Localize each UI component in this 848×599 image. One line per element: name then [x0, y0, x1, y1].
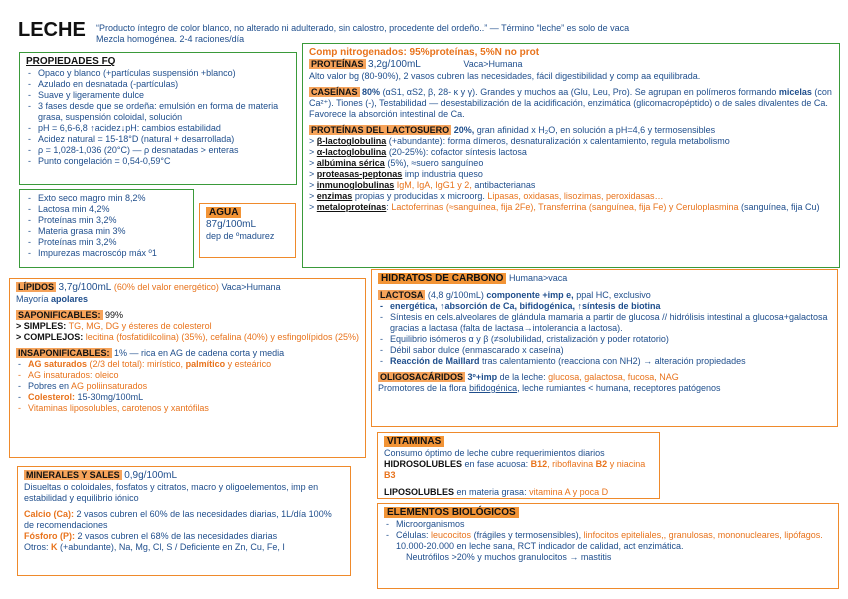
lipids-box: LÍPIDOS 3,7g/100mL (60% del valor energético) Vaca>Humana Mayoría apolares SAPONIFICABLES: 99% > SIMPLES: TG, MG, DG y ésteres de colesterol > COMPLEJOS: lecitina (fosfatidilcolina) (35%), cefalina (40%) y esfingolípidos (25%) INSAPONIFICABLES: 1% — rica en AG de cadena corta y media - AG saturados (2/3 del total): mirístico, palmítico y esteárico - AG insaturados: oleico - Pobres en AG poliinsaturados - Colesterol: 15-30mg/100mL - Vitaminas liposolubles, carotenos y xantófilas — [9, 278, 366, 458]
lactose-title: LACTOSA — [380, 290, 424, 301]
list-item: - Opaco y blanco (+partículas suspensión +blanco) — [26, 68, 290, 79]
carbohydrates-title: HIDRATOS DE CARBONO — [378, 273, 506, 284]
list-item: - pH = 6,6-6,8 ↑acidez↓pH: cambios estabilidad — [26, 123, 290, 134]
list-item: - ρ = 1,028-1,036 (20°C) — ρ desnatadas > enteras — [26, 145, 290, 156]
page-title: LECHE — [18, 19, 86, 41]
composition-box — [19, 189, 194, 268]
lipids-title: LÍPIDOS — [18, 282, 55, 292]
list-item: - Microorganismos — [384, 519, 832, 530]
list-item: - Materia grasa min 3% — [26, 226, 187, 237]
water-note: dep de ºmadurez — [206, 231, 275, 242]
minerals-title: MINERALES Y SALES — [26, 470, 120, 480]
properties-title: PROPIEDADES FQ — [26, 56, 116, 67]
vitamins-box: VITAMINAS Consumo óptimo de leche cubre requerimientos diarios HIDROSOLUBLES en fase acuosa: B12, riboflavina B2 y niacina B3 LIPOSOLUBLES en materia grasa: vitamina A y poca D — [377, 432, 660, 499]
caseins-title: CASEÍNAS — [311, 87, 358, 98]
list-item: - energética, ↑absorción de Ca, bifidogénica, ↑síntesis de biotina — [378, 301, 831, 312]
list-item: - Proteínas min 3,2% — [26, 215, 187, 226]
vitamins-title: VITAMINAS — [384, 436, 444, 447]
list-item: - Lactosa min 4,2% — [26, 204, 187, 215]
water-title: AGUA — [206, 207, 241, 218]
list-item: - Suave y ligeramente dulce — [26, 90, 290, 101]
saponifiable-title: SAPONIFICABLES: — [18, 310, 101, 321]
composition-list — [26, 193, 187, 259]
proteins-title: PROTEÍNAS — [311, 59, 364, 70]
list-item: - Punto congelación = 0,54-0,59°C — [26, 156, 290, 167]
list-item: - Colesterol: 15-30mg/100mL — [16, 392, 359, 403]
water-value: 87g/100mL — [206, 219, 257, 231]
list-item: - Reacción de Maillard tras calentamiento (reacciona con NH2) → alteración propiedades — [378, 356, 831, 367]
list-item: - Células: leucocitos (frágiles y termosensibles), linfocitos epiteliales,, granulosas, mononucleares, lipófagos. 10.000-20.000 en leche sana, RCT indicador de calidad, act enzimática. — [384, 530, 832, 552]
biological-title: ELEMENTOS BIOLÓGICOS — [384, 507, 519, 518]
list-item: - Vitaminas liposolubles, carotenos y xantófilas — [16, 403, 359, 414]
list-item: - Acidez natural = 15-18°D (natural + desarrollada) — [26, 134, 290, 145]
unsaponifiable-title: INSAPONIFICABLES: — [18, 348, 110, 359]
list-item: - AG insaturados: oleico — [16, 370, 359, 381]
list-item: - Pobres en AG poliinsaturados — [16, 381, 359, 392]
list-item: - Exto seco magro min 8,2% — [26, 193, 187, 204]
list-item: - Equilibrio isómeros α y β (≠solubilidad, cristalización y poder rotatorio) — [378, 334, 831, 345]
list-item: Neutrófilos >20% y muchos granulocitos → mastitis — [406, 552, 612, 563]
list-item: - Proteínas min 3,2% — [26, 237, 187, 248]
biological-box — [377, 503, 839, 589]
milk-definition: “Producto íntegro de color blanco, no alterado ni adulterado, sin calostro, procedente del ordeño..” — Término “leche” es solo de vaca Mezcla homogénea. 2-4 raciones/día — [96, 23, 630, 44]
water-box — [199, 203, 296, 258]
list-item: - Impurezas macroscóp máx º1 — [26, 248, 187, 259]
minerals-box: MINERALES Y SALES 0,9g/100mL Disueltas o coloidales, fosfatos y citratos, macro y oligoelementos, imp en estabilidad y equilibrio iónico Calcio (Ca): 2 vasos cubren el 60% de las necesidades diarias, 1L/día 100% de recomendaciones Fósforo (P): 2 vasos cubren el 68% de las necesidades diarias Otros: K (+abundante), Na, Mg, Cl, S / Deficiente en Zn, Cu, Fe, I — [17, 466, 351, 576]
proteins-box: Comp nitrogenados: 95%proteínas, 5%N no prot PROTEÍNAS 3,2g/100mL Vaca>Humana Alto valor bg (80-90%), 2 vasos cubren las necesidades, fácil digestibilidad y comp aa equilibrada. CASEÍNAS 80% (αS1, αS2, β, 28- κ y γ). Grandes y muchos aa (Glu, Leu, Pro). Se agrupan en polímeros formando micelas (con Ca²⁺). Tiones (-), Testabilidad — desestabilización de la acidificación, enzimática (glicomacropéptido) o de sales divalentes de Ca. Favorece la absorción intestinal de Ca. PROTEÍNAS DEL LACTOSUERO 20%, gran afinidad x H₂O, en solución a pH=4,6 y termosensibles > β-lactoglobulina (+abundante): forma dímeros, desnaturalización x calentamiento, regula metabolismo > α-lactoglobulina (20-25%): cofactor síntesis lactosa > albúmina sérica (5%), ≈suero sanguíneo > proteasas-peptonas imp industria queso > inmunoglobulinas IgM, IgA, IgG1 y 2, antibacterianas > enzimas propias y producidas x microorg. Lipasas, oxidasas, lisozimas, peroxidasas… > metaloproteínas: Lactoferrinas (≈sanguínea, fija 2Fe), Transferrina (sanguínea, fija Fe) y Ceruloplasmina (sanguínea, fija Cu) — [302, 43, 840, 268]
list-item: - Síntesis en cels.alveolares de glándula mamaria a partir de glucosa // hidrólisis intestinal a glucosa+galactosa gracias a lactasa (falta de lactasa→intolerancia a lactosa). — [378, 312, 831, 334]
properties-list — [26, 68, 290, 167]
list-item: - Azulado en desnatada (-partículas) — [26, 79, 290, 90]
nitrogen-header: Comp nitrogenados: 95%proteínas, 5%N no prot — [309, 47, 540, 58]
properties-box — [19, 52, 297, 185]
list-item: - 3 fases desde que se ordeña: emulsión en forma de materia grasa, suspensión coloidal, solución — [26, 101, 290, 123]
list-item: - AG saturados (2/3 del total): mirístico, palmítico y esteárico — [16, 359, 359, 370]
whey-title: PROTEÍNAS DEL LACTOSUERO — [311, 125, 450, 136]
oligosaccharides-title: OLIGOSACÁRIDOS — [380, 371, 464, 382]
list-item: - Débil sabor dulce (enmascarado x caseína) — [378, 345, 831, 356]
carbohydrates-box: HIDRATOS DE CARBONO Humana>vaca LACTOSA (4,8 g/100mL) componente +imp e, ppal HC, exclusivo - energética, ↑absorción de Ca, bifidogénica, ↑síntesis de biotina - Síntesis en cels.alveolares de glándula mamaria a partir de glucosa // hidrólisis intestinal a glucosa+galactosa gracias a lactasa (falta de lactasa→intolerancia a lactosa). - Equilibrio isómeros α y β (≠solubilidad, cristalización y poder rotatorio) - Débil sabor dulce (enmascarado x caseína) - Reacción de Maillard tras calentamiento (reacciona con NH2) → alteración propiedades OLIGOSACÁRIDOS 3º+imp de la leche: glucosa, galactosa, fucosa, NAG Promotores de la flora bifidogénica, leche rumiantes < humana, receptores patógenos — [371, 269, 838, 427]
